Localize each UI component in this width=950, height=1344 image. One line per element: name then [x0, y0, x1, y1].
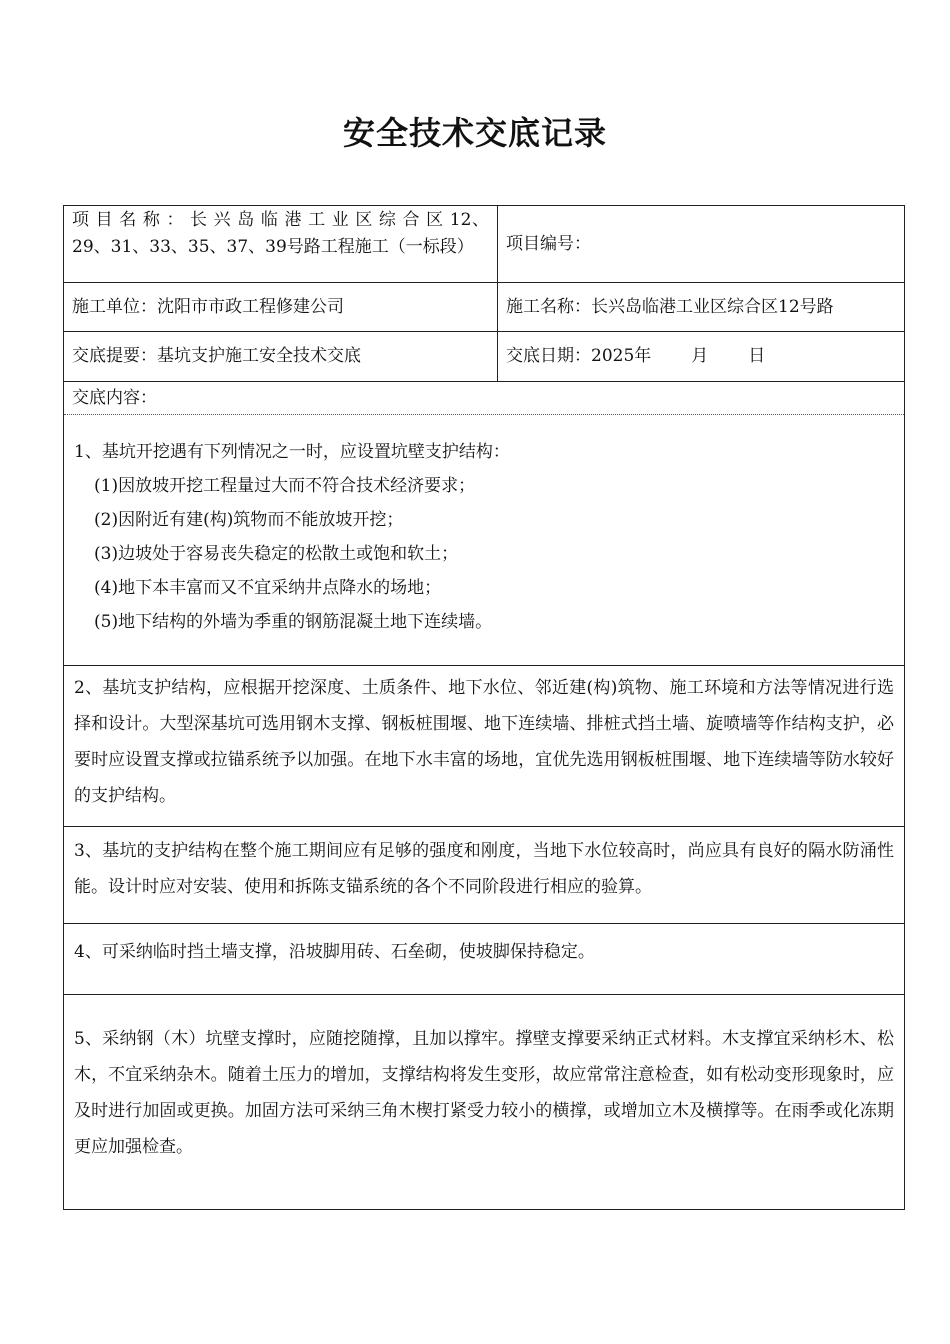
construction-unit: 施工单位：沈阳市市政工程修建公司	[64, 283, 498, 331]
row-project	[64, 206, 904, 283]
section-1-heading: 1、基坑开挖遇有下列情况之一时，应设置坑壁支护结构：	[74, 442, 510, 462]
record-table	[63, 205, 905, 1210]
section-1	[64, 415, 904, 666]
page-title: 安全技术交底记录	[342, 114, 607, 152]
project-name: 项 目 名 称 ： 长 兴 岛 临 港 工 业 区 综 合 区 12、29、31、33、35、37、39号路工程施工（一标段）	[64, 206, 498, 282]
section-4: 4、可采纳临时挡土墙支撑，沿坡脚用砖、石垒砌，使坡脚保持稳定。	[64, 924, 904, 995]
section-1-item: (4)地下本丰富而又不宜采纳井点降水的场地；	[94, 578, 442, 598]
project-number: 项目编号：	[506, 233, 591, 254]
date-day: 日	[748, 346, 766, 366]
summary: 交底提要：基坑支护施工安全技术交底	[64, 332, 498, 381]
content-label: 交底内容：	[72, 387, 157, 408]
row-content-label	[64, 382, 904, 415]
section-1-item: (2)因附近有建(构)筑物而不能放坡开挖；	[94, 510, 404, 530]
section-1-item: (5)地下结构的外墙为季重的钢筋混凝土地下连续墙。	[94, 612, 493, 632]
section-1-item: (3)边坡处于容易丧失稳定的松散土或饱和软土；	[94, 544, 459, 564]
section-3: 3、基坑的支护结构在整个施工期间应有足够的强度和刚度，当地下水位较高时，尚应具有良好的隔水防涌性能。设计时应对安装、使用和拆陈支锚系统的各个不同阶段进行相应的验算。	[64, 827, 904, 924]
date-month: 月	[691, 346, 709, 366]
row-unit	[64, 283, 904, 332]
section-5: 5、采纳钢（木）坑壁支撑时，应随挖随撑，且加以撑牢。撑壁支撑要采纳正式材料。木支撑宜采纳杉木、松木，不宜采纳杂木。随着土压力的增加，支撑结构将发生变形，故应常常注意检查，如有松动变形现象时，应及时进行加固或更换。加固方法可采纳三角木楔打紧受力较小的横撑，或增加立木及横撑等。在雨季或化冻期更应加强检查。	[74, 1029, 894, 1157]
section-1-item: (1)因放坡开挖工程量过大而不符合技术经济要求；	[94, 476, 476, 496]
section-2: 2、基坑支护结构，应根据开挖深度、土质条件、地下水位、邻近建(构)筑物、施工环境和方法等情况进行选择和设计。大型深基坑可选用钢木支撑、钢板桩围堰、地下连续墙、排桩式挡土墙、旋喷墙等作结构支护，必要时应设置支撑或拉锚系统予以加强。在地下水丰富的场地，宜优先选用钢板桩围堰、地下连续墙等防水较好的支护结构。	[64, 666, 904, 827]
construction-name: 施工名称：长兴岛临港工业区综合区12号路	[506, 296, 834, 317]
disclosure-date	[498, 332, 904, 381]
date-label: 交底日期：2025年	[506, 346, 652, 366]
row-summary	[64, 332, 904, 382]
